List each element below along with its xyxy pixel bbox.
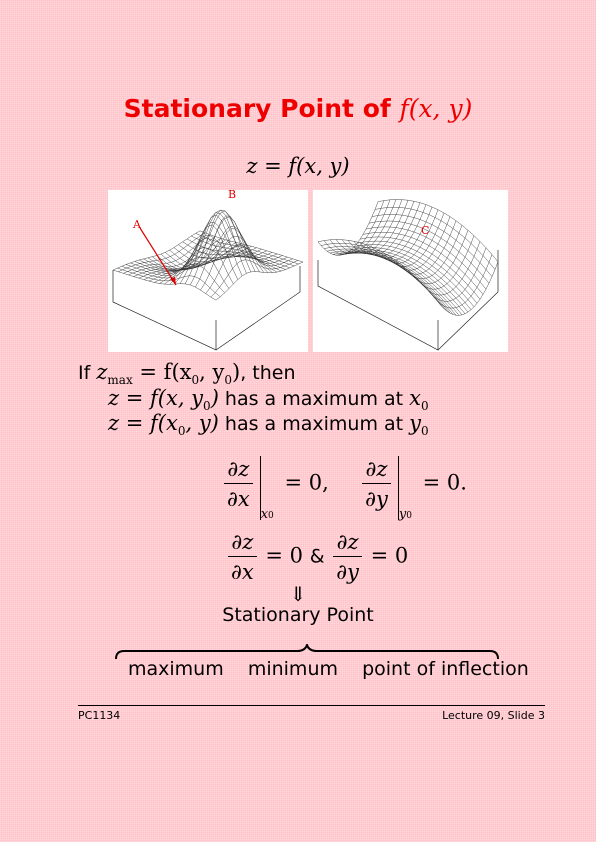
implies-arrow: ⇓ xyxy=(289,582,307,606)
surface-plot-right xyxy=(313,190,508,352)
brace-item-minimum: minimum xyxy=(247,658,338,680)
brace-item-inflection: point of inflection xyxy=(362,658,529,680)
if-zmax-line: If $z_{max} = f(x_0$, $y_0$), then xyxy=(78,360,296,388)
footer-slide-number: Lecture 09, Slide 3 xyxy=(442,709,545,722)
max-at-x0-line: z = f(x, $y_0$) has a maximum at $x_0$ xyxy=(108,386,429,414)
max-at-y0-line: $z = f(x_0$, y) has a maximum at $y_0$ xyxy=(108,411,429,439)
label-a: A xyxy=(133,218,141,231)
footer-rule xyxy=(78,705,545,706)
dz-dy-fraction: $\frac{\partial z}{\partial y}$ xyxy=(362,457,391,511)
arrow-a-head xyxy=(170,277,176,285)
footer-course-code: PC1134 xyxy=(78,709,121,722)
equation-z-f: z = f(x, y) xyxy=(246,154,350,178)
surface-plot-left xyxy=(108,190,308,352)
partials-evaluated: $\frac{\partial z}{\partial x}$ x0 = 0, $\frac{\partial z}{\partial y}$ y0 = 0. xyxy=(222,452,467,522)
surface-mesh-left xyxy=(113,210,303,300)
stationary-condition: $\frac{\partial z}{\partial x}$ = 0 & $\frac{\partial z}{\partial y}$ = 0 xyxy=(226,530,408,584)
label-c: C xyxy=(421,224,430,237)
dz-dx-fraction: $\frac{\partial z}{\partial x}$ xyxy=(224,457,253,511)
title-math: f(x, y) xyxy=(399,94,473,123)
brace-items xyxy=(128,658,529,680)
stationary-point-label: Stationary Point xyxy=(222,604,374,626)
slide-title: Stationary Point of f(x, y) xyxy=(123,94,473,123)
box-right xyxy=(318,250,498,350)
brace-item-maximum: maximum xyxy=(128,658,224,680)
surface-mesh-right xyxy=(318,200,498,316)
label-b: B xyxy=(228,190,237,201)
